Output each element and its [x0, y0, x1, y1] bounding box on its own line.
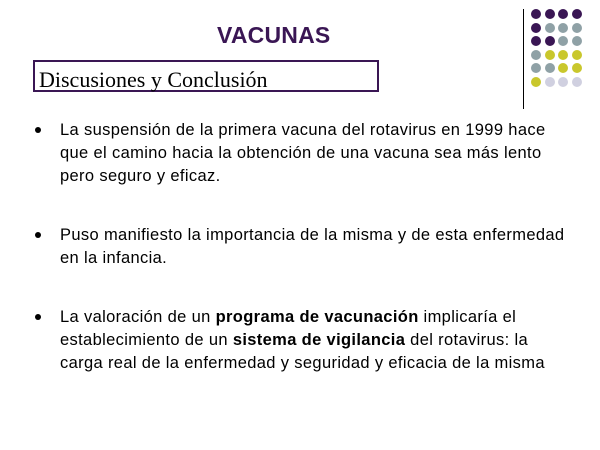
- bullet-text: [60, 119, 570, 188]
- decor-dot: [531, 63, 541, 73]
- decor-dot: [545, 36, 555, 46]
- decor-dot: [531, 36, 541, 46]
- divider-line: [523, 9, 524, 109]
- decor-dot: [531, 23, 541, 33]
- decor-dot: [558, 9, 568, 19]
- bullet-text: [60, 224, 570, 270]
- bullet-icon: [35, 314, 41, 320]
- decor-dot: [545, 9, 555, 19]
- text-segment: La valoración de un: [60, 308, 216, 326]
- text-segment: Puso manifiesto la importancia de la misma y de esta enfermedad en la infancia.: [60, 226, 565, 267]
- text-segment: del rotavirus: la carga real de la enfermedad y seguridad y eficacia de la misma: [60, 331, 545, 372]
- slide-subtitle: Discusiones y Conclusión: [39, 67, 268, 92]
- decor-dot: [572, 23, 582, 33]
- decor-dot: [531, 9, 541, 19]
- decor-dot: [572, 63, 582, 73]
- decor-dot: [572, 77, 582, 87]
- bold-text-segment: programa de vacunación: [215, 308, 419, 326]
- decor-dot: [545, 50, 555, 60]
- decor-dot: [572, 36, 582, 46]
- bullet-icon: [35, 232, 41, 238]
- decor-dot: [531, 77, 541, 87]
- text-segment: La suspensión de la primera vacuna del rotavirus en 1999 hace que el camino hacia la obtención de una vacuna sea más lento pero seguro y eficaz.: [60, 121, 546, 185]
- bold-text-segment: sistema de vigilancia: [232, 331, 406, 349]
- decor-dot: [531, 50, 541, 60]
- decor-dot: [545, 23, 555, 33]
- bullet-icon: [35, 127, 41, 133]
- decor-dot: [558, 23, 568, 33]
- decor-dot: [572, 9, 582, 19]
- decor-dot: [558, 77, 568, 87]
- decor-dot: [545, 63, 555, 73]
- decor-dot: [558, 63, 568, 73]
- decor-dot: [545, 77, 555, 87]
- decor-dot: [558, 36, 568, 46]
- decor-dot: [572, 50, 582, 60]
- subtitle-box: [33, 60, 379, 92]
- slide-title: VACUNAS: [217, 22, 331, 48]
- bullet-text: [60, 306, 570, 375]
- text-segment: implicaría el establecimiento de un: [60, 308, 517, 349]
- decor-dot: [558, 50, 568, 60]
